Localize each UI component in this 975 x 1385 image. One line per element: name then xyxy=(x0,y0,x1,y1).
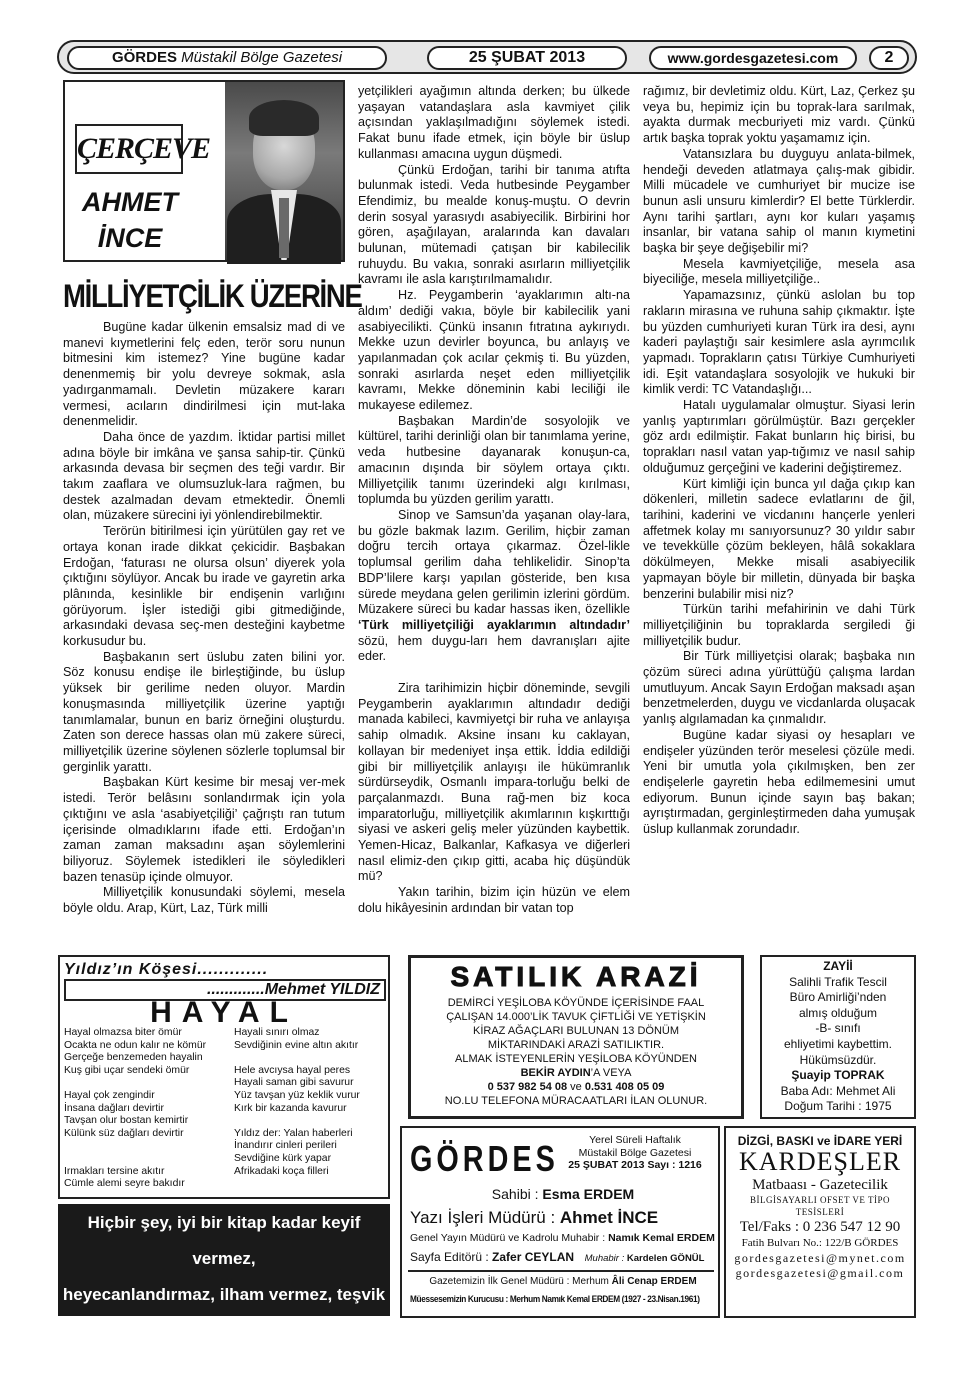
printer-name: KARDEŞLER xyxy=(738,1147,902,1176)
masthead-founder: Müessesemizin Kurucusu : Merhum Namık Kemal ERDEM (1927 - 23.Nisan.1961) xyxy=(410,1294,700,1304)
poem-line: Kuş gibi uçar sendeki ömür xyxy=(64,1064,190,1076)
poem-line: Hayal olmazsa biter ömür xyxy=(64,1027,182,1038)
paragraph: Yapamazsınız, çünkü aslolan bu top rakların mirasına ve ruhuna sahip çıkmaktır. İşte bu yüzden cumhuriyeti kuran Türk ira desi, aynı kaderi paylaştığı sair kesimlere asla ayrımcılık yapmadı. Toprakların çatısı Türkiye Cumhuriyeti idi. Eşit vatandaşlara sosyolojik ve hukuki bir kimlik verdi: TC Vatandaşlığı... xyxy=(643,288,915,397)
poem-line: Ocakta ne odun kalır ne kömür xyxy=(64,1039,207,1051)
poem-line: Hele avcıysa hayal peres xyxy=(234,1064,351,1076)
paragraph: Mesela kavmiyetçiliğe, mesela asa biyeciliğe, mesela milliyetçiliğe.. xyxy=(643,256,915,287)
masthead-info xyxy=(552,1134,718,1172)
notice-line: -B- sınıfı xyxy=(815,1021,861,1036)
page-number: 2 xyxy=(869,46,909,70)
paragraph: Türkün tarihi mefahirinin ve dahi Türk milliyetçiliğinin bu topraklarda sergiledi ği milliyetçilik budur. xyxy=(643,602,915,648)
page-editor-label: Sayfa Editörü : xyxy=(410,1250,493,1264)
newspaper-masthead xyxy=(400,1126,720,1318)
masthead-editor xyxy=(410,1208,716,1228)
lost-license-notice xyxy=(760,955,916,1119)
paragraph: Bugüne kadar ülkenin emsalsiz mad di ve manevi kıymetlerini felç eden, terör soru nunun bitmesini kim istemez? Yine bugüne kadar denenmemiş bir yolu devreye sokmak, asla yadırganmamalı. Devletin müzakere kararı vermesi, acıların dindirilmesi için mut-laka denenmelidir. xyxy=(63,320,345,429)
printer-box xyxy=(724,1126,916,1318)
poem-right-column xyxy=(234,1027,388,1178)
masthead-gm xyxy=(410,1232,716,1244)
land-for-sale-ad xyxy=(408,955,744,1119)
poem-line: Hayali saman gibi savurur xyxy=(234,1077,354,1089)
phone-separator: ve xyxy=(567,1081,585,1093)
quote-line: heyecanlandırmaz, ilham vermez, teşvik etmez, xyxy=(62,1285,386,1340)
author-frame xyxy=(63,80,345,262)
website-link[interactable]: www.gordesgazetesi.com xyxy=(649,46,857,70)
divider xyxy=(408,1270,714,1272)
poem-title: HAYAL xyxy=(150,996,298,1029)
author-name xyxy=(73,184,187,256)
editor-name: Ahmet İNCE xyxy=(559,1208,659,1227)
poem-line xyxy=(234,1052,388,1065)
paragraph: Bir Türk milliyetçisi olarak; başbaka nın çözüm süreci adına yürüttüğü çalışma lardan umutluyum. Ancak Sayın Erdoğan maksadı aşan benzetmelerden, duygu ve vicdanlarda oluşacak yanlış algılamadan ka çınmalıdır. xyxy=(643,649,915,727)
gm-label: Genel Yayın Müdürü ve Kadrolu Muhabir : xyxy=(410,1232,609,1244)
article-title: MİLLİYETÇİLİK ÜZERİNE xyxy=(63,278,362,314)
poem-line: Sevdiğine kürk yapar xyxy=(234,1152,332,1164)
gm-name: Namık Kemal ERDEM xyxy=(608,1232,715,1244)
article-column-3 xyxy=(643,84,915,838)
reporter-label: Muhabir : xyxy=(584,1253,627,1264)
notice-line: ehliyetimi kaybettim. xyxy=(783,1036,893,1051)
paragraph: Başbakan Kürt kesime bir mesaj ver-mek istedi. Terör belâsını sonlandırmak için yola çıktığını ve asla ‘asabiyetçiliği’ çağrıştı ran tutum içerisinde olmadıklarını ifade etti. Erdoğan’ın zaman zaman maksadını aşan söylemlerini biliyoruz. Söylemek istedikleri ile söyledikleri bazen tenasüp içinde olmuyor. xyxy=(63,775,345,884)
printer-subtitle: Matbaası - Gazetecilik xyxy=(752,1177,888,1193)
poem-line xyxy=(64,1077,232,1090)
notice-name: Şuayip TOPRAK xyxy=(791,1068,885,1083)
poem-line: Kırk bir kazanda kavurur xyxy=(234,1102,347,1114)
printer-email-2[interactable]: gordesgazetesi@gmail.com xyxy=(735,1266,905,1280)
masthead-issue: 25 ŞUBAT 2013 Sayı : 1216 xyxy=(568,1159,702,1171)
ad-phones xyxy=(415,1080,737,1094)
poem-line xyxy=(64,1153,232,1166)
phone-number-2[interactable]: 0.531 408 05 09 xyxy=(584,1081,665,1093)
paragraph-text: sözü, hem duygu-ları hem davranışları ajite eder. xyxy=(358,633,630,664)
masthead-title: GÖRDES xyxy=(410,1138,559,1179)
author-photo xyxy=(225,82,343,260)
paragraph: Zira tarihimizin hiçbir döneminde, sevgili Peygamberin ayaklarımın altındadır dediği manada kabileci, kavmiyetçi bir ruha ve anlayışa sahip olmadık. Aksine insanı ku caklayan, kollayan bir medeniyet inşa ettik. İddia edildiği gibi bir milliyetçilik anlayışı ile hükümranlık sürdürseydik, Osmanlı impara-torluğu belki de parçalanmazdı. Buna rağ-men biz koca imparatorluğu, milliyetçilik akımlarının kışkırttığı siyasi ve askeri geliş meler yüzünden kaybettik. Yemen-Hicaz, Balkanlar, Kafkasya ve diğerleri nasıl elimiz-den çıkıp gitti, acaba hiç düşündük mü? xyxy=(358,681,630,884)
masthead-staff xyxy=(410,1250,716,1264)
newspaper-name-rest: Müstakil Bölge Gazetesi xyxy=(176,49,343,66)
ad-line: MİKTARINDAKİ ARAZİ SATILIKTIR. xyxy=(487,1039,665,1051)
contact-name: BEKİR AYDIN xyxy=(520,1067,591,1079)
article-column-2 xyxy=(358,84,630,917)
masthead-first-gm xyxy=(410,1276,716,1287)
editor-label: Yazı İşleri Müdürü : xyxy=(410,1208,560,1227)
first-gm-label: Gazetemizin İlk Genel Müdürü : Merhum xyxy=(429,1276,612,1287)
issue-date: 25 ŞUBAT 2013 xyxy=(427,46,627,70)
ad-line: NO.LU TELEFONA MÜRACAATLARI İLAN OLUNUR. xyxy=(444,1095,708,1107)
poem-line: Yıldız der: Yalan haberleri xyxy=(234,1127,353,1139)
author-first-name: AHMET xyxy=(82,187,178,217)
reporter-name: Kardelen GÖNÜL xyxy=(626,1253,705,1264)
paragraph xyxy=(358,508,630,665)
poem-line: Külünk süz dağları devirtir xyxy=(64,1127,184,1139)
quote-line: eğitmez, büyülemez veya eğlendirmez. xyxy=(68,1357,380,1376)
poem-line: İnandırır cinleri perileri xyxy=(234,1140,337,1152)
notice-line: almış olduğum xyxy=(798,1005,878,1020)
poem-line xyxy=(234,1115,388,1128)
notice-line: Büro Amirliği’nden xyxy=(789,990,887,1005)
poem-line: Hayal çok zengindir xyxy=(64,1089,155,1101)
ad-line: DEMİRCİ YEŞİLOBA KÖYÜNDE İÇERİSİNDE FAAL xyxy=(447,997,705,1009)
masthead-info-line: Müstakil Bölge Gazetesi xyxy=(578,1146,692,1159)
paragraph: Başbakan Mardin’de sosyolojik ve kültürel, tarihi derinliği olan bir tanımlama yerine, veda hutbesine dayanarak konuşun-ca, amacının dışında bir söylem ortaya çıktı. Milliyetçilik tanımı üzerindeki algı kırılması, toplumda bu yüzden gerilim yarattı. xyxy=(358,413,630,507)
notice-title: ZAYİİ xyxy=(823,959,853,973)
masthead-info-line: Yerel Süreli Haftalık xyxy=(589,1134,681,1146)
printer-phone[interactable]: Tel/Faks : 0 236 547 12 90 xyxy=(739,1219,901,1235)
poem-line: Yüz tavşan yüz keklik vurur xyxy=(234,1089,360,1101)
paragraph: Hatalı uygulamalar olmuştur. Siyasi lerin yanlış yaptırımları görülmüştür. Bazı gerçekler göz ardı edilmiştir. Fakat bunların hiç birisi, bu toprakları nasıl vatan yap-tığımız ve nasıl sahip olduğumuz gerçeğini ve kaderini değiştiremez. xyxy=(643,398,915,475)
poetry-column-name: Yıldız’ın Köşesi............. xyxy=(64,961,269,978)
poem-line: İnsana dağları devirtir xyxy=(64,1102,164,1114)
notice-father: Baba Adı: Mehmet Ali xyxy=(780,1083,896,1098)
newspaper-name xyxy=(67,46,387,70)
paragraph: Terörün bitirilmesi için yürütülen gay ret ve ortaya konan irade dikkat çekicidir. Başbakan Erdoğan, ‘faturası ne olursa olsun’ diyerek yola çıktığını söylüyor. Ancak bu irade ve gayretin arka plânında, kesinlikle bir endişenin varlığını görüyorum. İşler istediği gibi gitmediğinde, arkasındaki devasa seç-men desteğini kaybetme korkusudur bu. xyxy=(63,524,345,649)
paragraph: Milliyetçilik konusundaki söylemi, mesela böyle oldu. Arap, Kürt, Laz, Türk milli xyxy=(63,885,345,916)
notice-line: Salihli Trafik Tescil xyxy=(789,974,887,989)
poetry-box xyxy=(58,955,390,1199)
printer-facilities: BİLGİSAYARLI OFSET VE TİPO TESİSLERİ xyxy=(750,1195,890,1217)
poem-left-column xyxy=(64,1027,232,1191)
poem-line: Sevdiğinin evine altın akıtır xyxy=(234,1039,359,1051)
first-gm-name: Âli Cenap ERDEM xyxy=(611,1276,697,1287)
paragraph: yetçilikleri ayağımın altında derken; bu ülkede yaşayan vatandaşlara asla kavmiyet çilik açısından yaklaşılmadığını söylemek istedi. Fakat bunu ifade etmek, için böyle bir üslup kullanması amacına uygun düşmedi. xyxy=(358,84,630,161)
paragraph: Bugüne kadar siyasi oy hesapları ve endişeler yüzünden terör meselesi çözüle medi. Yeni bir umutla yola çıkılmışken, ben zer endişelerle gayretin heba edilmemesini umut ediyorum. Bunun içinde sayın baş bakan; ayrıştırmadan, gerginleştirmeden daha yumuşak üslup kullanmak zorundadır. xyxy=(643,727,915,837)
column-logo: ÇERÇEVE xyxy=(75,124,183,174)
ad-contact xyxy=(415,1066,737,1080)
paragraph: Başbakanın sert üslubu zaten bilini yor. Söz konusu endişe ile birleştiğinde, bu üslup yüksek bir gerilime neden oluyor. Mardin konuşmasında milliyetçilik üzerine yaptığı tanımlamalar, bunun en bariz örneğini oluşturdu. Zaten son derece hassas olan mü zakere süreci, milliyetçilik üzerine söylenen sözlerle toplumsal bir gerginlik yarattı. xyxy=(63,649,345,774)
ad-line: ÇALIŞAN 14.000’LİK TAVUK ÇİFTLİĞİ VE YETİŞKİN xyxy=(446,1011,706,1023)
article-column-1 xyxy=(63,320,345,917)
poem-line: Cümle alemi seyre bakıdır xyxy=(64,1178,185,1190)
emphasis-quote: ‘Türk milliyetçiliği ayaklarımın altındadır’ xyxy=(358,617,630,632)
poem-line: Tavşan olur bostan kemirtir xyxy=(64,1115,189,1127)
quote-line: Hiçbir şey, iyi bir kitap kadar keyif vermez, xyxy=(87,1213,361,1268)
poem-line xyxy=(64,1140,232,1153)
ad-title: SATILIK ARAZİ xyxy=(450,961,702,992)
paragraph: Vatansızlara bu duyguyu anlata-bilmek, hendeği deveden atlatmaya çalış-mak gibidir. Milli mücadele ve cumhuriyet bir mucize ise bunun asli unsuru kimlerdir? El bette Türklerdir. Aynı tarihi şartları, aynı kor kuları yaşamış insanlar, bir vatana sahip ol manın kıymetini başka bir şeye değişebilir mi? xyxy=(643,146,915,256)
author-last-name: İNCE xyxy=(97,223,163,253)
printer-address: Fatih Bulvarı No.: 122/B GÖRDES xyxy=(741,1237,899,1249)
notice-line: Hükümsüzdür. xyxy=(799,1052,877,1067)
poem-line: Afrikadaki koça filleri xyxy=(234,1165,329,1177)
poetry-author: .............Mehmet YILDIZ xyxy=(64,979,386,1001)
paragraph: rağımız, bir devletimiz oldu. Kürt, Laz, Çerkez şu veya bu, hepimiz için bu toprak-lara sarılmak, ayakta durmak mecburiyeti miz vardı. Çünkü artık başka toprak yoktu yaşamamız için. xyxy=(643,84,915,146)
printer-heading: DİZGİ, BASKI ve İDARE YERİ xyxy=(737,1134,903,1148)
quote-banner xyxy=(58,1204,390,1376)
masthead-owner xyxy=(410,1186,716,1202)
paragraph: Yakın tarihin, bizim için hüzün ve elem dolu hikâyesinin ardından bir vatan top xyxy=(358,885,630,915)
contact-suffix: ’A VEYA xyxy=(590,1067,632,1079)
paragraph: Hz. Peygamberin ‘ayaklarımın altı-na aldım’ dediği vakıa, böyle bir kabilecilik yani asabiyecilikti. Çünkü insanın fıtratına aykırıydı. Mekke uzun devirler boyunca, bu anlayış ve yapılanmadan çok acılar çekmiş ti. Bu yüzden, sonraki asırlarda neşet eden milliyetçilik kavramı, Mekke döneminin kabi leciliği ile mukayese edilemez. xyxy=(358,288,630,413)
paragraph: Çünkü Erdoğan, tarihi bir tanıma atıfta bulunmak istedi. Veda hutbesinde Peygamber Efendimiz, bu mealde konuş-muştu. O devrin derin sosyal yarasıydı asabiyecilik. Birbirini hor gören, aşağılayan, aralarında kan davaları bulunan, mütemadi çatışan bir kabilecilik ruhuydu. Bu vakıa, sonraki asırların milliyetçilik kavramı ile asla karıştırılmamalıdır. xyxy=(358,162,630,287)
notice-birth: Doğum Tarihi : 1975 xyxy=(784,1099,892,1114)
owner-name: Esma ERDEM xyxy=(542,1186,635,1202)
ad-line: ALMAK İSTEYENLERİN YEŞİLOBA KÖYÜNDEN xyxy=(455,1053,697,1065)
paragraph: Kürt kimliği için bunca yıl dağa çıkıp kan dökenleri, milletin sadece evlatlarını de ğil, tarihini, kaderini ve vicdanını hançerle yenleri affetmek kolay mı sanıyorsunuz? 30 yıldır sabır ve tevekkülle çözüm bekleyen, hâlâ sokaklara dökülmeyen, Mekke misali asabiyecilik yapmayan böyle bir milletin, dünyada bir başka benzerini bulabilir misi niz? xyxy=(643,476,915,601)
poem-line: Hayali sınırı olmaz xyxy=(234,1027,320,1038)
newspaper-name-bold: GÖRDES xyxy=(111,49,177,66)
page-editor-name: Zafer CEYLAN xyxy=(492,1250,575,1264)
owner-label: Sahibi : xyxy=(491,1186,543,1202)
poem-line: Gerçeğe benzemeden hayalin xyxy=(64,1052,203,1064)
paragraph: Daha önce de yazdım. İktidar partisi millet adına böyle bir imkâna ve şansa sahip-tir. Çünkü arkasında devasa bir seçmen des teği vardır. Bir takım zaaflara ve olumsuzluk-lara rağmen, bu destek azalmadan devam etmektedir. Önemli olan, müzakere sürecini iyi yönlendirebilmektir. xyxy=(63,429,345,523)
ad-line: KİRAZ AĞAÇLARI BULUNAN 13 DÖNÜM xyxy=(473,1025,679,1037)
phone-number-1[interactable]: 0 537 982 54 08 xyxy=(487,1081,568,1093)
paragraph-text: Sinop ve Samsun’da yaşanan olay-lara, bu gözle bakmak lazım. Gerilim, hiçbir zaman doğru tercih ortaya çıkarmaz. Özel-likle toplumsal gerilim daha tehlikelidir. Sinop’ta BDP’lilere karşı yapılan gösteride, ben kısa sürede meydana gelen gerilimin izlerini gördüm. Müzakere süreci bu kadar hassas iken, özellikle xyxy=(358,507,630,617)
page-header xyxy=(57,40,917,74)
ad-body xyxy=(415,996,737,1108)
printer-email-1[interactable]: gordesgazetesi@mynet.com xyxy=(734,1251,906,1265)
poem-line: Irmakları tersine akıtır xyxy=(64,1165,165,1177)
